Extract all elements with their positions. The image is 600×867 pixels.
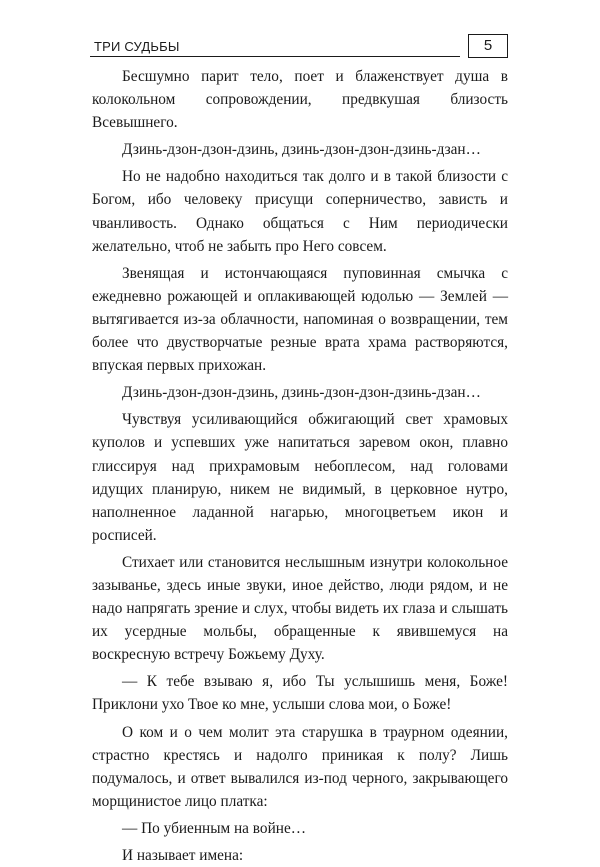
paragraph: Бесшумно парит тело, поет и блаженствует душа в колокольном сопровождении, предвкушая близость Всевышнего. [92, 68, 508, 132]
body-text [92, 65, 508, 867]
paragraph: Но не надобно находиться так долго и в такой близости с Богом, ибо человеку присущи соперничество, зависть и чванливость. Однако общаться с Ним периодически желательно, чтоб не забыть про Него совсем. [92, 168, 508, 255]
paragraph: И называет имена: [122, 847, 244, 864]
page-number: 5 [468, 34, 508, 58]
paragraph: Чувствуя усиливающийся обжигающий свет храмовых куполов и успевших уже напитаться заревом окон, плавно глиссируя над прихрамовым небоплесом, над головами идущих планирую, никем не видимый, в церковное нутро, наполненное ладанной нагарью, многоцветьем икон и росписей. [92, 411, 508, 544]
paragraph: Звенящая и истончающаяся пуповинная смычка с ежедневно рожающей и оплакивающей юдолью — Землей — вытягивается из-за облачности, напоминая о возвращении, тем более что двустворчатые резные врата храма растворяются, впуская первых прихожан. [92, 264, 508, 375]
header-rule [90, 56, 460, 57]
paragraph: — К тебе взываю я, ибо Ты услышишь меня, Боже! Приклони ухо Твое ко мне, услыши слова мои, о Боже! [92, 673, 508, 714]
paragraph: Стихает или становится неслышным изнутри колокольное зазыванье, здесь иные звуки, иное действо, люди рядом, и не надо напрягать зрение и слух, чтобы видеть их глаза и слышать их усердные мольбы, обращенные к явившемуся на воскресную встречу Божьему Духу. [92, 553, 508, 664]
paragraph: Дзинь-дзон-дзон-дзинь, дзинь-дзон-дзон-дзинь-дзан… [122, 384, 481, 402]
paragraph: — По убиенным на войне… [122, 819, 307, 837]
paragraph: Дзинь-дзон-дзон-дзинь, дзинь-дзон-дзон-дзинь-дзан… [122, 141, 481, 159]
paragraph: О ком и о чем молит эта старушка в траурном одеянии, страстно крестясь и надолго приникая к полу? Лишь подумалось, и ответ вывалился из-под черного, закрывающего морщинистое лицо платка: [92, 723, 508, 810]
page-header [90, 34, 510, 58]
running-title: ТРИ СУДЬБЫ [94, 39, 180, 54]
